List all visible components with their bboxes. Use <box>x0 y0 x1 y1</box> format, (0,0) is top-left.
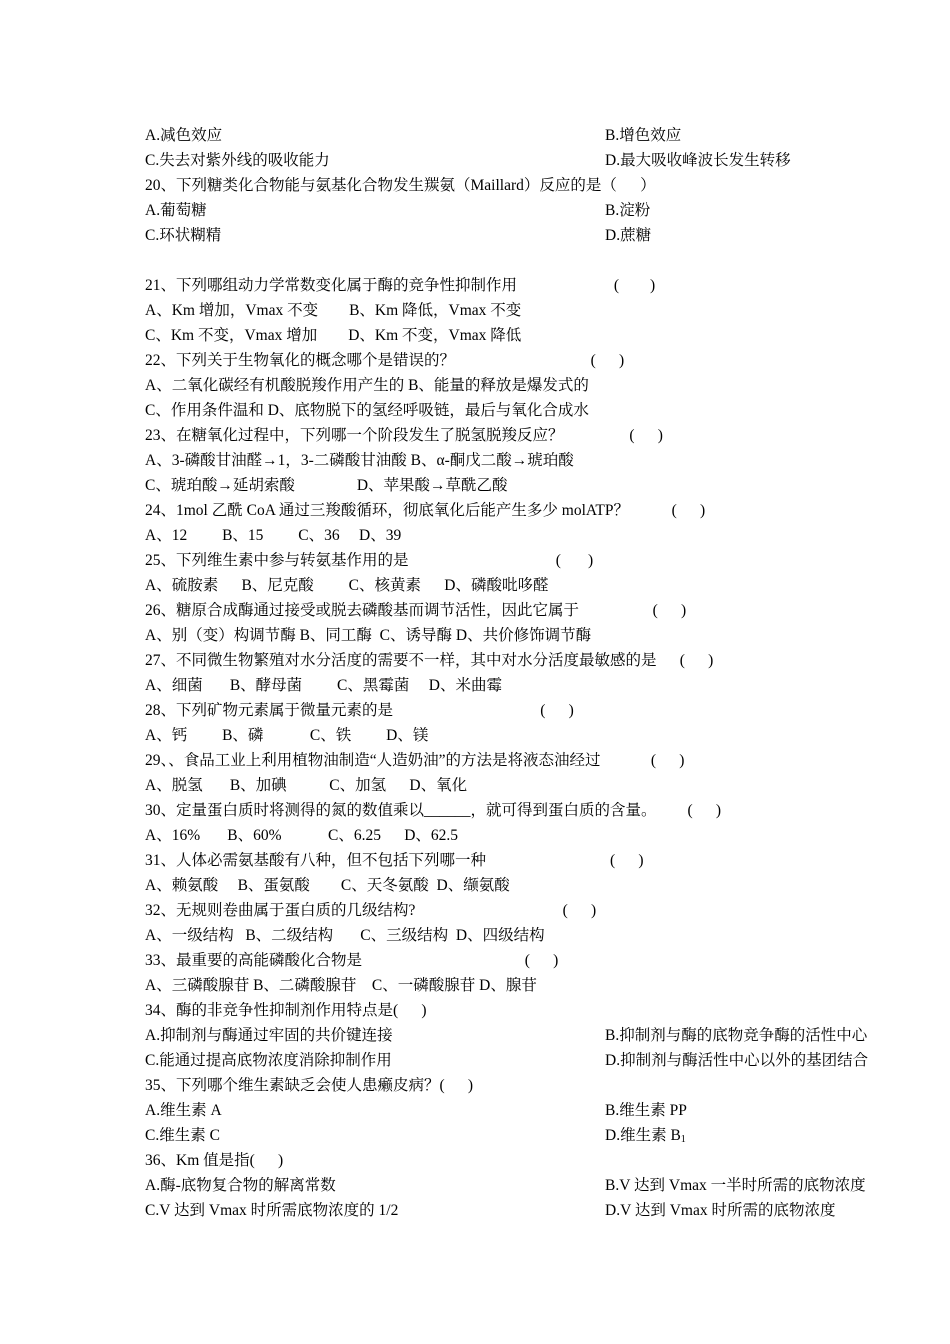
option-right <box>605 1026 867 1046</box>
text-line <box>145 851 644 871</box>
text-line <box>145 626 591 646</box>
line-text: A.葡萄糖 <box>145 202 207 219</box>
line-text: C.失去对紫外线的吸收能力 <box>145 152 330 169</box>
line-text: C.能通过提高底物浓度消除抑制作用 <box>145 1052 392 1069</box>
text-line <box>145 1051 869 1071</box>
text-line <box>145 1176 866 1196</box>
line-text: A、脱氢 B、加碘 C、加氢 D、氧化 <box>145 777 468 794</box>
option-text: D.抑制剂与酶活性中心以外的基团结合 <box>605 1052 869 1069</box>
option-right <box>605 126 681 146</box>
line-text: 34、酶的非竞争性抑制剂作用特点是( ) <box>145 1002 427 1019</box>
line-text: A、一级结构 B、二级结构 C、三级结构 D、四级结构 <box>145 927 545 944</box>
line-text: 26、糖原合成酶通过接受或脱去磷酸基而调节活性，因此它属于 ( ) <box>145 602 687 619</box>
text-line <box>145 1126 686 1146</box>
option-text: B.V 达到 Vmax 一半时所需的底物浓度 <box>605 1177 866 1194</box>
line-text: A、赖氨酸 B、蛋氨酸 C、天冬氨酸 D、缬氨酸 <box>145 877 510 894</box>
line-text: A、细菌 B、酵母菌 C、黑霉菌 D、米曲霉 <box>145 677 502 694</box>
text-line <box>145 826 458 846</box>
text-line <box>145 676 502 696</box>
text-line <box>145 151 791 171</box>
text-line <box>145 726 428 746</box>
line-text: C、Km 不变，Vmax 增加 D、Km 不变，Vmax 降低 <box>145 327 522 344</box>
line-text: 31、人体必需氨基酸有八种，但不包括下列哪一种 ( ) <box>145 852 644 869</box>
text-line <box>145 701 574 721</box>
text-line <box>145 1201 836 1221</box>
text-line <box>145 976 537 996</box>
line-text: C.维生素 C <box>145 1127 220 1144</box>
text-line <box>145 351 624 371</box>
text-line <box>145 901 596 921</box>
text-line <box>145 776 467 796</box>
line-text: 23、在糖氧化过程中，下列哪一个阶段发生了脱氢脱羧反应？ ( ) <box>145 427 663 444</box>
line-text: A、硫胺素 B、尼克酸 C、核黄素 D、磷酸吡哆醛 <box>145 577 549 594</box>
line-text: 27、不同微生物繁殖对水分活度的需要不一样，其中对水分活度最敏感的是 ( ) <box>145 652 714 669</box>
text-line <box>145 876 510 896</box>
line-text: A、钙 B、磷 C、铁 D、镁 <box>145 727 429 744</box>
line-text: 20、下列糖类化合物能与氨基化合物发生羰氨（Maillard）反应的是（ ） <box>145 177 656 194</box>
line-text: 29、、食品工业上利用植物油制造“人造奶油”的方法是将液态油经过 ( ) <box>145 752 685 769</box>
text-line <box>145 201 651 221</box>
text-line <box>145 401 589 421</box>
text-line <box>145 226 652 246</box>
text-line <box>145 751 684 771</box>
line-text: A、12 B、15 C、36 D、39 <box>145 527 402 544</box>
line-text: A.维生素 A <box>145 1102 222 1119</box>
line-text: A、三磷酸腺苷 B、二磷酸腺苷 C、一磷酸腺苷 D、腺苷 <box>145 977 537 994</box>
text-line <box>145 576 548 596</box>
line-text: A、3-磷酸甘油醛→1，3-二磷酸甘油酸 B、α-酮戊二酸→琥珀酸 <box>145 452 574 469</box>
option-right <box>605 151 791 171</box>
text-line <box>145 476 508 496</box>
line-text: 35、下列哪个维生素缺乏会使人患癞皮病？( ) <box>145 1077 474 1094</box>
line-text: A、二氧化碳经有机酸脱羧作用产生的 B、能量的释放是爆发式的 <box>145 377 589 394</box>
option-right <box>605 1201 836 1221</box>
text-line <box>145 276 655 296</box>
text-line <box>145 926 545 946</box>
line-text: C.环状糊精 <box>145 227 222 244</box>
line-text: A、16% B、60% C、6.25 D、62.5 <box>145 827 459 844</box>
line-text: 24、1mol 乙酰 CoA 通过三羧酸循环，彻底氧化后能产生多少 molATP？ ( ) <box>145 502 706 519</box>
option-right <box>605 1176 866 1196</box>
line-text: 32、无规则卷曲属于蛋白质的几级结构? ( ) <box>145 902 597 919</box>
text-line <box>145 501 705 521</box>
text-line <box>145 326 521 346</box>
line-text: 33、最重要的高能磷酸化合物是 ( ) <box>145 952 559 969</box>
option-right <box>605 1051 868 1071</box>
option-text: D.V 达到 Vmax 时所需的底物浓度 <box>605 1202 836 1219</box>
text-line <box>145 1151 283 1171</box>
text-line <box>145 651 713 671</box>
option-text: B.抑制剂与酶的底物竞争酶的活性中心 <box>605 1027 868 1044</box>
option-right <box>605 1126 686 1150</box>
line-text: 21、下列哪组动力学常数变化属于酶的竞争性抑制作用 ( ) <box>145 277 656 294</box>
line-text: 22、下列关于生物氧化的概念哪个是错误的？ ( ) <box>145 352 625 369</box>
line-text: 28、下列矿物元素属于微量元素的是 ( ) <box>145 702 574 719</box>
text-line <box>145 126 682 146</box>
line-text: A.减色效应 <box>145 127 223 144</box>
option-text: D.维生素 B <box>605 1127 681 1144</box>
text-line <box>145 526 401 546</box>
text-line <box>145 376 589 396</box>
option-text: D.蔗糖 <box>605 227 652 244</box>
line-text: A.抑制剂与酶通过牢固的共价键连接 <box>145 1027 393 1044</box>
text-line <box>145 1101 687 1121</box>
text-line <box>145 951 558 971</box>
option-right <box>605 1101 687 1121</box>
text-line <box>145 601 686 621</box>
line-text: C、琥珀酸→延胡索酸 D、苹果酸→草酰乙酸 <box>145 477 508 494</box>
option-text: D.最大吸收峰波长发生转移 <box>605 152 791 169</box>
line-text: C、作用条件温和 D、底物脱下的氢经呼吸链，最后与氧化合成水 <box>145 402 589 419</box>
line-text: 25、下列维生素中参与转氨基作用的是 ( ) <box>145 552 594 569</box>
text-line <box>145 301 521 321</box>
option-text: B.增色效应 <box>605 127 682 144</box>
option-right <box>605 226 651 246</box>
text-line <box>145 451 574 471</box>
option-text: B.淀粉 <box>605 202 651 219</box>
text-line <box>145 1076 473 1096</box>
text-line <box>145 1001 427 1021</box>
line-text: C.V 达到 Vmax 时所需底物浓度的 1/2 <box>145 1202 399 1219</box>
line-text: A.酶-底物复合物的解离常数 <box>145 1177 336 1194</box>
text-line <box>145 176 656 196</box>
text-line <box>145 426 663 446</box>
text-line <box>145 551 593 571</box>
text-line <box>145 1026 868 1046</box>
line-text: A、Km 增加，Vmax 不变 B、Km 降低，Vmax 不变 <box>145 302 522 319</box>
option-right <box>605 201 650 221</box>
line-text: 36、Km 值是指( ) <box>145 1152 284 1169</box>
line-text: A、别（变）构调节酶 B、同工酶 C、诱导酶 D、共价修饰调节酶 <box>145 627 592 644</box>
subscript: 1 <box>680 1134 686 1145</box>
option-text: B.维生素 PP <box>605 1102 687 1119</box>
text-line <box>145 801 721 821</box>
line-text: 30、定量蛋白质时将测得的氮的数值乘以______，就可得到蛋白质的含量。 ( ) <box>145 802 722 819</box>
